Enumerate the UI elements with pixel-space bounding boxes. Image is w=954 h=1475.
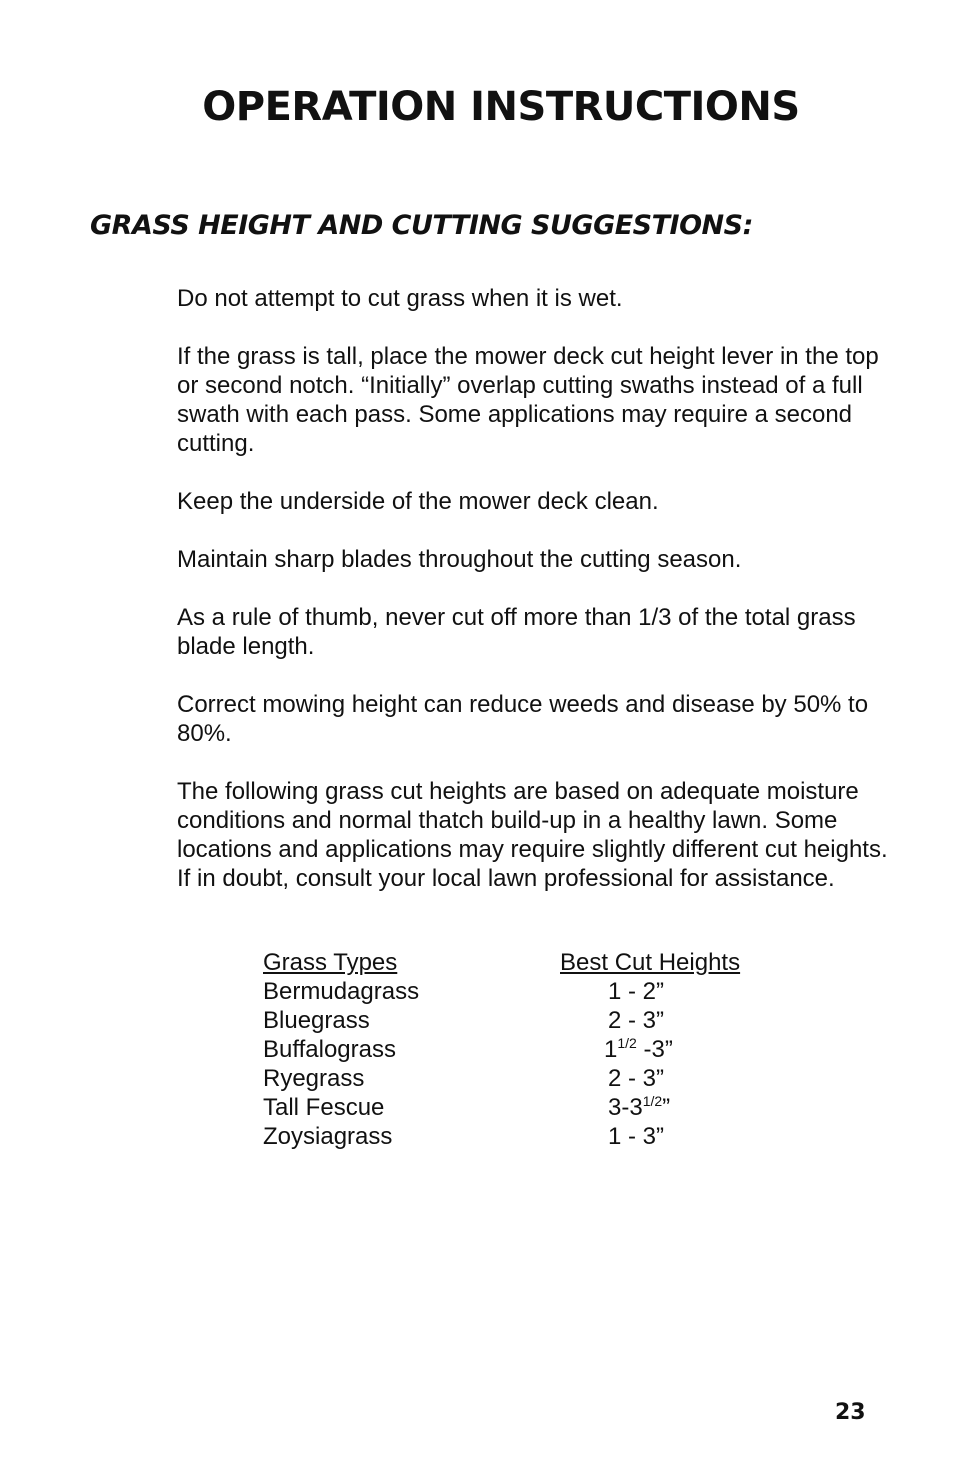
table-header-row [263, 948, 780, 977]
paragraph-tall-grass: If the grass is tall, place the mower deck cut height lever in the top or second notch. “Initially” overlap cutting swaths instead of a full swath with each pass. Some applications may require a second cutting. [177, 343, 879, 457]
paragraph-deck-clean: Keep the underside of the mower deck clean. [177, 488, 659, 515]
grass-type: Zoysiagrass [263, 1123, 393, 1150]
table-row [263, 1035, 780, 1064]
table-row [263, 977, 780, 1006]
cut-height: 1 - 2” [608, 978, 665, 1005]
table-row [263, 1122, 780, 1151]
paragraph-mowing-height: Correct mowing height can reduce weeds and disease by 50% to 80%. [177, 691, 869, 747]
grass-type: Ryegrass [263, 1065, 365, 1092]
grass-type: Buffalograss [263, 1036, 396, 1063]
cut-height: 1 - 3” [608, 1123, 665, 1150]
paragraph-sharp-blades: Maintain sharp blades throughout the cutting season. [177, 546, 742, 573]
paragraph-wet-grass: Do not attempt to cut grass when it is wet. [177, 285, 623, 312]
cut-height: 2 - 3” [608, 1065, 665, 1092]
table-row [263, 1006, 780, 1035]
header-grass-types: Grass Types [263, 949, 398, 976]
grass-type: Tall Fescue [263, 1094, 385, 1121]
header-best-cut-heights: Best Cut Heights [560, 949, 741, 976]
paragraph-cut-heights-intro: The following grass cut heights are based on adequate moisture conditions and normal thatch build-up in a healthy lawn. Some locations and applications may require slightly different cut heights. If in doubt, consult your local lawn professional for assistance. [177, 778, 888, 892]
cut-height: $3-3^{1/2}$” [608, 1093, 671, 1121]
table-row [263, 1093, 780, 1122]
grass-type: Bluegrass [263, 1007, 370, 1034]
cut-height: 2 - 3” [608, 1007, 665, 1034]
table-row [263, 1064, 780, 1093]
grass-height-table [263, 948, 780, 1151]
page-title: OPERATION INSTRUCTIONS [202, 84, 800, 130]
section-heading: GRASS HEIGHT AND CUTTING SUGGESTIONS: [90, 210, 753, 241]
paragraph-rule-of-thumb: As a rule of thumb, never cut off more than 1/3 of the total grass blade length. [177, 604, 856, 660]
page-number: 23 [835, 1400, 866, 1425]
grass-type: Bermudagrass [263, 978, 420, 1005]
instructions-body [177, 284, 897, 922]
cut-height: $1^{1/2}$ -3” [604, 1035, 673, 1063]
